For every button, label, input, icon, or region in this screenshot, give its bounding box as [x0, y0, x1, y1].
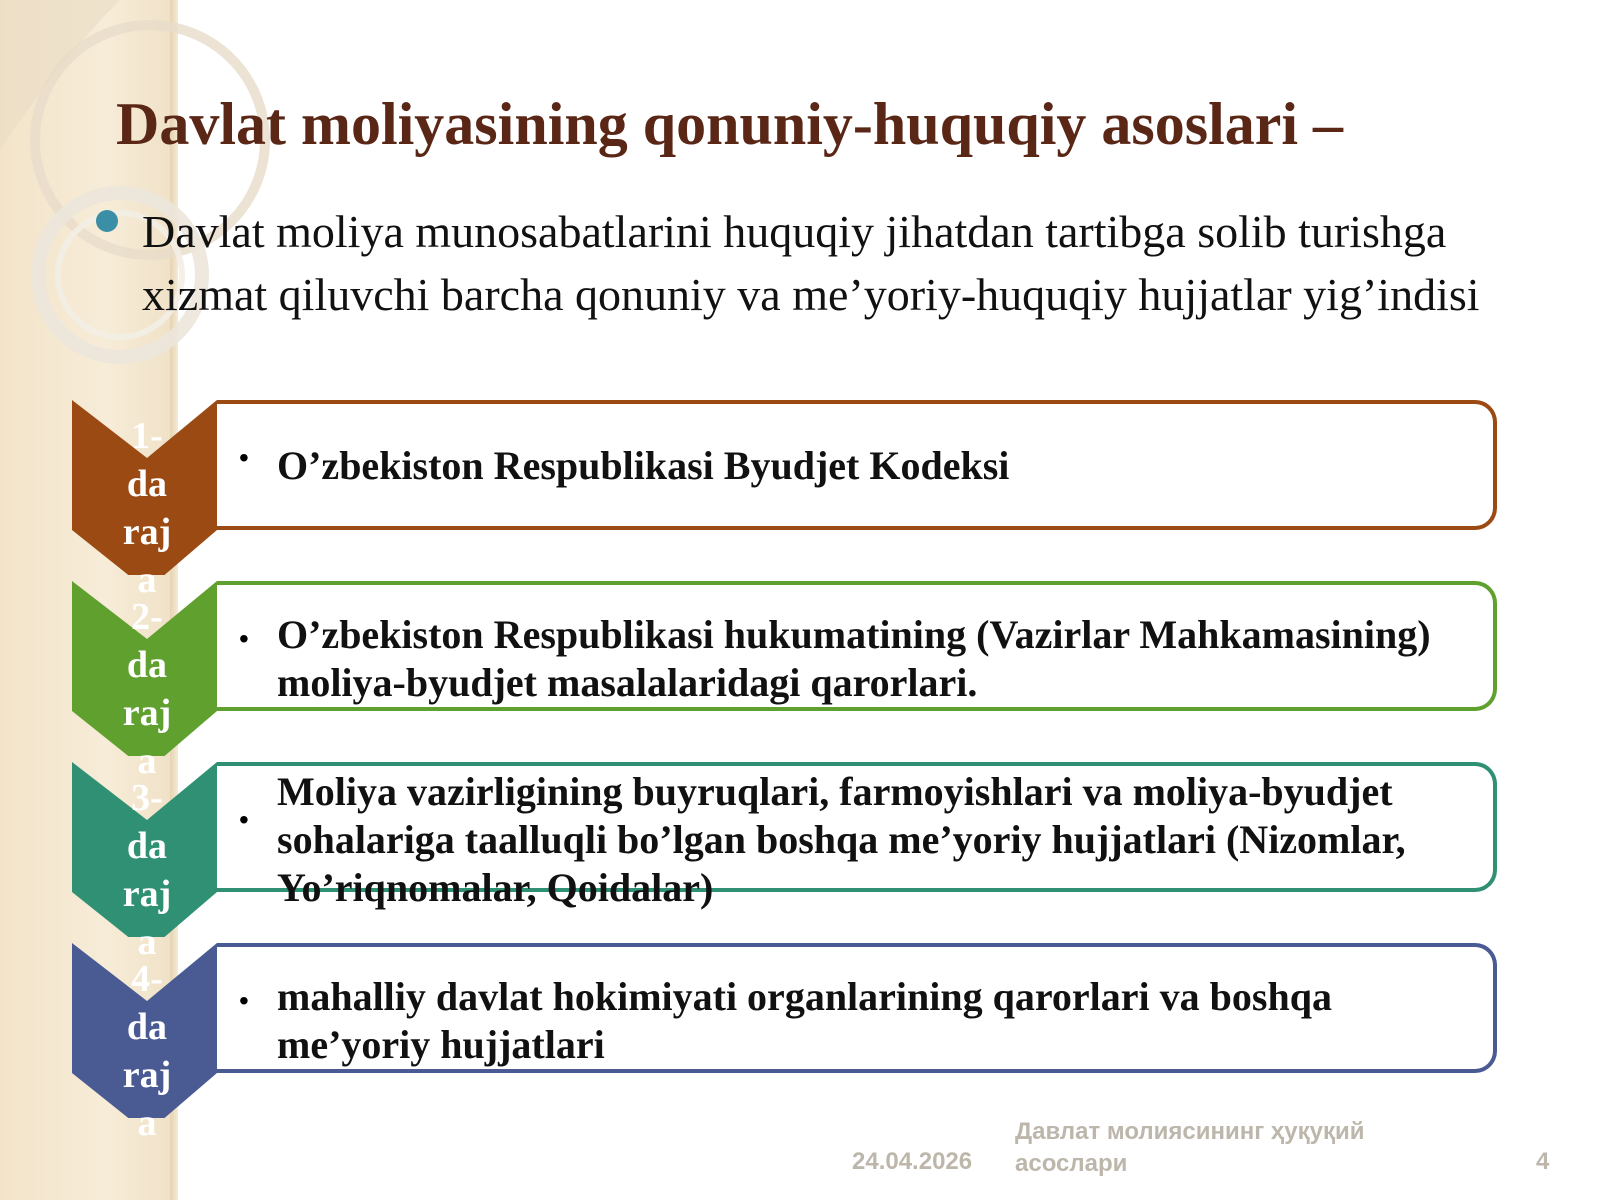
level-label: 1- da raj a — [122, 415, 172, 601]
bullet-icon: • — [239, 804, 249, 835]
level-label: 2- da raj a — [122, 596, 172, 782]
footer-title: Давлат молиясининг ҳуқуқий асослари — [1015, 1118, 1365, 1177]
level-label: 4- da raj a — [122, 958, 172, 1144]
footer-date: 24.04.2026 — [852, 1148, 973, 1175]
level-box — [217, 762, 1497, 910]
level-text: Moliya vazirligining buyruqlari, farmoyishlari va moliya-byudjet sohalariga taalluqli bo’lgan boshqa me’yoriy hujjatlari (Nizomlar, Yo’riqnomalar, Qoidalar) — [277, 769, 1406, 910]
bullet-icon: • — [239, 623, 249, 654]
level-text: mahalliy davlat hokimiyati organlarining qarorlari va boshqa me’yoriy hujjatlari — [277, 974, 1332, 1067]
slide-title: Davlat moliyasining qonuniy-huquqiy asoslari – — [116, 91, 1344, 157]
hierarchy-level — [72, 762, 1527, 963]
level-box — [217, 400, 1497, 530]
bullet-dot-icon — [96, 210, 118, 232]
footer-page-number: 4 — [1536, 1148, 1550, 1175]
level-text: O’zbekiston Respublikasi Byudjet Kodeksi — [277, 443, 1010, 488]
level-box — [217, 581, 1497, 711]
bullet-icon: • — [239, 442, 249, 473]
level-label: 3- da raj a — [122, 777, 172, 963]
hierarchy-level — [72, 400, 1527, 601]
definition-text: Davlat moliya munosabatlarini huquqiy jihatdan tartibga solib turishga xizmat qiluvchi barcha qonuniy va me’yoriy-huquqiy hujjatlar yig’indisi — [142, 206, 1480, 320]
level-box — [217, 943, 1497, 1073]
bullet-icon: • — [239, 985, 249, 1016]
hierarchy-level — [72, 581, 1527, 782]
hierarchy-level — [72, 943, 1527, 1144]
level-text: O’zbekiston Respublikasi hukumatining (Vazirlar Mahkamasining) moliya-byudjet masalalaridagi qarorlari. — [277, 612, 1431, 705]
